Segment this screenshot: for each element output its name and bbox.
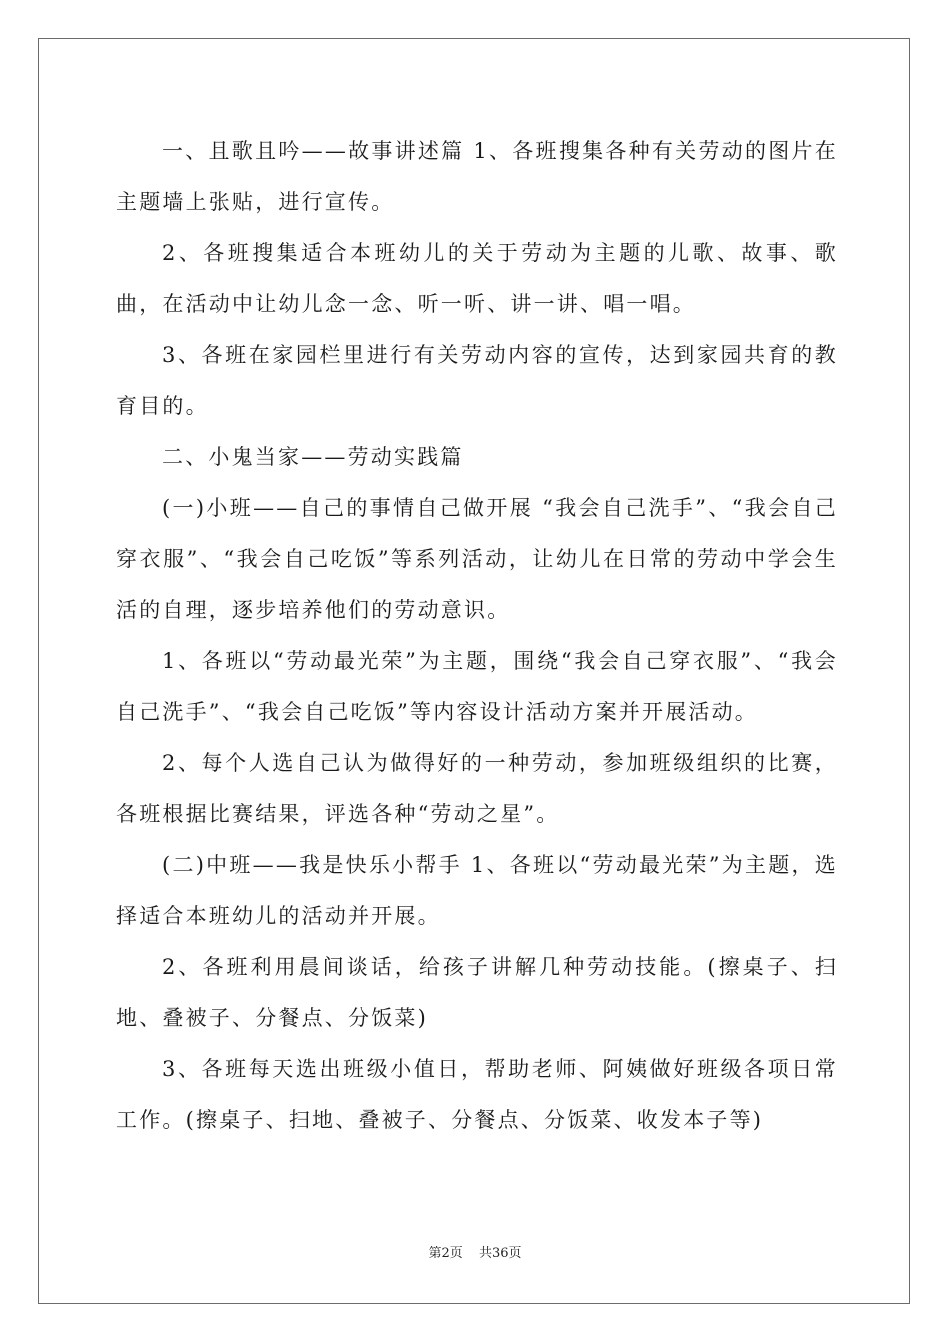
paragraph-10: 3、各班每天选出班级小值日，帮助老师、阿姨做好班级各项日常工作。(擦桌子、扫地、叠被子、分餐点、分饭菜、收发本子等) [116, 1057, 838, 1132]
paragraph-9: 2、各班利用晨间谈话，给孩子讲解几种劳动技能。(擦桌子、扫地、叠被子、分餐点、分饭菜) [116, 955, 838, 1030]
paragraph-8: (二)中班——我是快乐小帮手 1、各班以“劳动最光荣”为主题，选择适合本班幼儿的活动并开展。 [116, 853, 838, 928]
paragraph-7: 2、每个人选自己认为做得好的一种劳动，参加班级组织的比赛，各班根据比赛结果，评选各种“劳动之星”。 [116, 751, 838, 826]
paragraph-1: 一、且歌且吟——故事讲述篇 1、各班搜集各种有关劳动的图片在主题墙上张贴，进行宣传。 [116, 139, 838, 214]
paragraph-2: 2、各班搜集适合本班幼儿的关于劳动为主题的儿歌、故事、歌曲，在活动中让幼儿念一念、听一听、讲一讲、唱一唱。 [116, 241, 838, 316]
paragraph-5: (一)小班——自己的事情自己做开展 “我会自己洗手”、“我会自己穿衣服”、“我会自己吃饭”等系列活动，让幼儿在日常的劳动中学会生活的自理，逐步培养他们的劳动意识。 [116, 496, 838, 622]
page-total: 共36页 [478, 1246, 522, 1261]
paragraph-6: 1、各班以“劳动最光荣”为主题，围绕“我会自己穿衣服”、“我会自己洗手”、“我会自己吃饭”等内容设计活动方案并开展活动。 [116, 649, 838, 724]
paragraph-3: 3、各班在家园栏里进行有关劳动内容的宣传，达到家园共育的教育目的。 [116, 343, 838, 418]
document-body [116, 126, 838, 1146]
page-number: 第2页 [428, 1246, 463, 1261]
section-heading-2: 二、小鬼当家——劳动实践篇 [162, 445, 464, 469]
page-footer [0, 1242, 950, 1261]
